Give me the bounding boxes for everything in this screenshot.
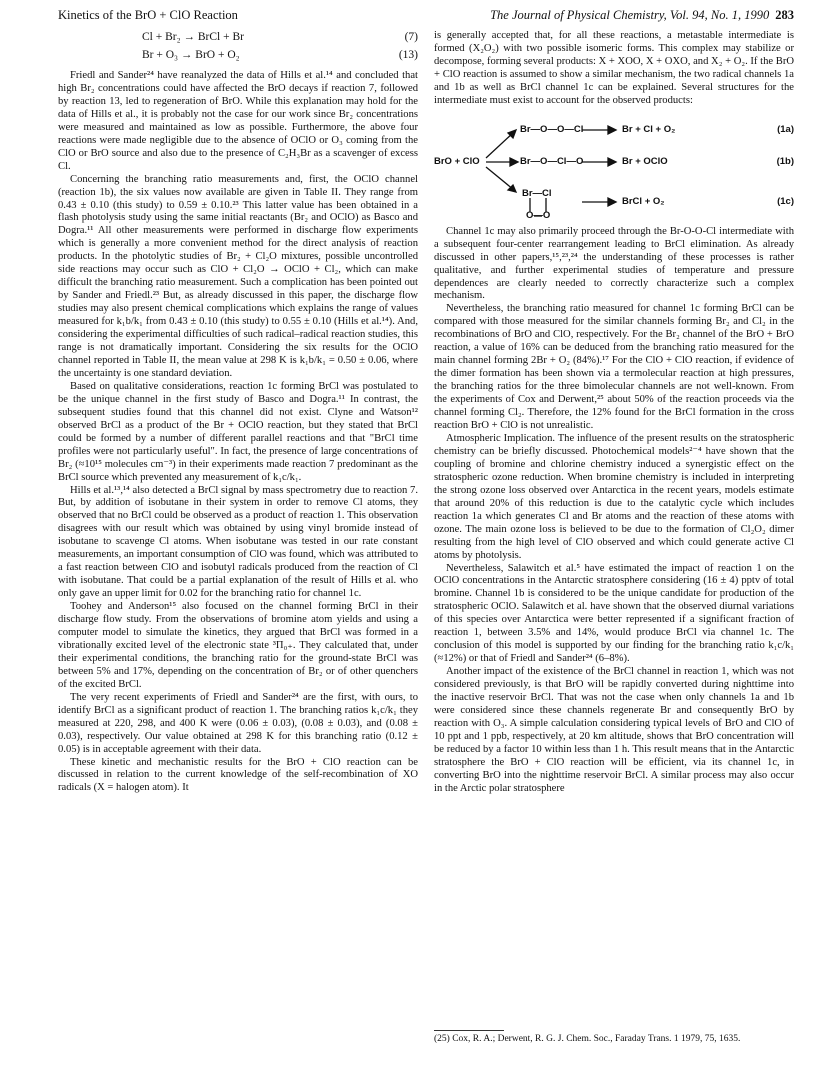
scheme-intermediate-b: Br—O—Cl—O <box>520 155 584 167</box>
paragraph: Nevertheless, Salawitch et al.⁵ have estimated the impact of reaction 1 on the OClO concentrations in the Antarctic stratosphere considering (16 ± 4) pptv of total bromine. Channel 1b is considered to be the unique candidate for production of the stratospheric OClO. Salawitch et al. have shown that the observed diurnal variations of this species over Antarctica were better represented if a significant fraction of reaction 1, between 3.5% and 14%, would produce BrCl via channel 1c. The conclusion of this model is supported by our finding for the branching ratio k₁c/k₁ (≈12%) or that of Friedl and Sander²⁴ (6–8%). <box>434 562 794 665</box>
scheme-label-a: (1a) <box>777 123 794 135</box>
running-title: Kinetics of the BrO + ClO Reaction <box>58 8 238 22</box>
equation-formula: Br + O₃ → BrO + O₂ <box>142 49 240 61</box>
footnote <box>434 1030 794 1046</box>
scheme-intermediate-c: Br—Cl <box>522 187 552 199</box>
right-column <box>434 30 794 796</box>
paragraph: Atmospheric Implication. The influence of the present results on the stratospheric chemistry can be briefly discussed. Photochemical models²⁻⁴ have shown that the coupling of bromine and chlorine chemistry induced a synergistic effect on the stratospheric ozone reduction. When bromine chemistry is included in interpreting the strong ozone loss observed over Antarctica in the recent years, models estimate that around 20% of this reduction is due to the catalytic cycle which includes reaction 1a which generates Cl and Br atoms and the reaction of these atoms with ozone. The main ozone loss is believed to be due to the formation of Cl₂O₂ dimer resulting from the high level of ClO observed and which could generate active Cl atoms by photolysis. <box>434 432 794 561</box>
scheme-ring-oxygen: O—O <box>526 209 551 221</box>
journal-citation: The Journal of Physical Chemistry, Vol. 94, No. 1, 1990 283 <box>490 8 794 22</box>
paragraph: Based on qualitative considerations, reaction 1c forming BrCl was postulated to be the unique channel in the first study of Basco and Dogra.¹¹ In contrast, the subsequent studies found that this channel did not exist. Clyne and Watson¹² observed BrCl as a product of the Br + OClO reaction, but they stated that BrCl could be formed by a number of different parallel reactions and that "BrCl time profiles were not particularly useful". In fact, the presence of large concentrations of Br₂ (≈10¹⁵ molecules cm⁻³) in their experiments made reaction 7 predominant as the BrCl source which prevented any measurement of k₁c/k₁. <box>58 380 418 483</box>
paragraph: Another impact of the existence of the BrCl channel in reaction 1, which was not considered previously, is that BrO will be rapidly converted during nighttime into the inactive reservoir BrCl. That was not the case when only channels 1a and 1b were considered since these channels regenerate Br and consequently BrO by reaction with O₃. A simple calculation considering typical levels of BrO and ClO of 10 ppt and 1 ppb, respectively, at 20 km altitude, shows that BrO concentration will be reduced by a factor 10 within less than 1 h. This result means that in the Antarctic stratosphere the BrO + ClO reaction will be efficient, via its channel 1c, in converting BrO into the nighttime reservoir BrCl. A similar process may also occur in the Arctic polar stratosphere <box>434 666 794 794</box>
equation-7 <box>58 30 418 48</box>
paragraph: Nevertheless, the branching ratio measured for channel 1c forming BrCl can be compared with those measured for the similar channels forming Br₂ and Cl₂ in the recombinations of BrO and ClO, respectively. For the Br₂ channel of the BrO + BrO reaction, a value of 16% can be deduced from the branching ratio measured for the main channel forming 2Br + O₂ (84%).¹⁷ For the ClO + ClO reaction, if evidence of the dimer formation has been shown via a termolecular reaction at high pressures, the branching ratios for the three bimolecular channels are not well-known. From the experiments of Cox and Derwent,²⁵ about 50% of the reaction proceeds via the channel forming Cl₂. Therefore, the 12% found for the BrCl formation in the cross reaction BrO + ClO is not unrealistic. <box>434 303 794 432</box>
equation-number: (7) <box>404 31 418 43</box>
paragraph: Friedl and Sander²⁴ have reanalyzed the data of Hills et al.¹⁴ and concluded that high Br₂ concentrations could have affected the BrO decays if reaction 7, followed by reaction 13, led to regeneration of BrO. While this explanation may hold for the data of Hills et al., it is probably not the case for our work since Br₂ concentrations were measured and maintained as low as possible. Furthermore, the above four reactions were made negligible due to the absence of OClO or O₃ coming from the ClO or BrO source and also due to the presence of C₂H₃Br as a scavenger of excess Cl. <box>58 70 418 172</box>
page-number: 283 <box>775 8 794 22</box>
paragraph: Channel 1c may also primarily proceed through the Br-O-O-Cl intermediate with a subsequent four-center rearrangement leading to BrCl elimination. As already discussed in other papers,¹⁵,²³,²⁴ the understanding of these processes is rather qualitative, and further experimental studies of temperature and pressure dependences are clearly needed to correctly characterize such a complex mechanism. <box>434 225 794 302</box>
scheme-intermediate-a: Br—O—O—Cl <box>520 123 584 135</box>
footnote-rule <box>434 1030 504 1031</box>
running-header <box>58 8 794 26</box>
equation-13 <box>58 48 418 66</box>
scheme-label-b: (1b) <box>776 155 794 167</box>
paragraph: Concerning the branching ratio measurements and, first, the OClO channel (reaction 1b), the six values now available are given in Table II. They range from 0.43 ± 0.10 (this study) to 0.59 ± 0.10.²³ This latter value has been obtained in a flash photolysis study using the same initial reactants (Br₂ and OClO) as Basco and Dogra.¹¹ All other measurements were performed in discharge flow experiments which is generally a more convenient method for the direct analysis of reaction products. In the photolytic studies of Br₂ + Cl₂O mixtures, possible uncontrolled side reactions may occur such as ClO + Cl₂O → OClO + Cl₂, which can make difficult the branching ratio measurement. Such a complication has been pointed out by Sander and Friedl.²³ But, as already discussed in this paper, the discharge flow studies may also present chemical complications which explains the range of values measured for k₁b/k₁ from 0.43 ± 0.10 (this study) to 0.55 ± 0.10 (Hills et al.¹⁴). And, considering the experimental difficulties of such radical–radical reaction studies, this range is not dramatically important. Considering the six results for the OClO channel reported in Table II, the mean value at 298 K is k₁b/k₁ = 0.50 ± 0.06, where the uncertainty is one standard deviation. <box>58 173 418 379</box>
scheme-label-c: (1c) <box>777 195 794 207</box>
scheme-arrows <box>434 112 794 220</box>
scheme-reactants: BrO + ClO <box>434 155 480 167</box>
reaction-scheme <box>434 112 794 220</box>
scheme-products-a: Br + Cl + O₂ <box>622 123 676 135</box>
equation-formula: Cl + Br₂ → BrCl + Br <box>142 31 244 43</box>
scheme-products-b: Br + OClO <box>622 155 668 167</box>
left-column <box>58 30 418 795</box>
paragraph: These kinetic and mechanistic results for the BrO + ClO reaction can be discussed in relation to the current knowledge of the self-recombination of XO radicals (X = halogen atom). It <box>58 756 418 794</box>
paragraph: is generally accepted that, for all these reactions, a metastable intermediate is formed (X₂O₂) with two possible isomeric forms. This complex may stabilize or decompose, forming several products: X + XOO, X + OXO, and X₂ + O₂. If the BrO + ClO reaction is assumed to show a similar mechanism, the two radical channels 1a and 1b as well as BrCl channel 1c can be explained. Several structures for the intermediate must exist to account for the observed products: <box>434 30 794 106</box>
paragraph: Hills et al.¹³,¹⁴ also detected a BrCl signal by mass spectrometry due to reaction 7. But, by addition of isobutane in their system in order to remove Cl atoms, they observed that no BrCl could be observed as a product of reaction 1. This observation disagrees with our result which was obtained by using vinyl bromide instead of isobutane to scavenge Cl atoms. When isobutane was tested in our rate constant measurements, an important consumption of ClO was found, which was attributed to a fast reaction between ClO and isobutyl radicals produced from the reaction of Cl with isobutane. That could be a partial explanation of the result of Hills et al. who only gave an upper limit for 0.02 for the branching ratio for channel 1c. <box>58 484 418 600</box>
paragraph: Toohey and Anderson¹⁵ also focused on the channel forming BrCl in their discharge flow study. From the observations of bromine atom yields and using a computer model to simulate the kinetics, they argued that BrCl was formed in a vibrationally excited level of the electronic state ³Π₀₊. They calculated that, under their experimental conditions, the branching ratio for the ground-state BrCl was between 5% and 17%, depending on the concentration of Br₂ or of other quenchers of the excited BrCl. <box>58 601 418 690</box>
paragraph: The very recent experiments of Friedl and Sander²⁴ are the first, with ours, to identify BrCl as a significant product of reaction 1. The branching ratios k₁c/k₁ they measured at 220, 298, and 400 K were (0.06 ± 0.03), (0.08 ± 0.03), and (0.08 ± 0.03), respectively. Our value obtained at 298 K for this branching ratio (0.12 ± 0.05) is in acceptable agreement with their data. <box>58 691 418 755</box>
scheme-products-c: BrCl + O₂ <box>622 195 665 207</box>
footnote-text: (25) Cox, R. A.; Derwent, R. G. J. Chem. Soc., Faraday Trans. 1 1979, 75, 1635. <box>434 1034 741 1044</box>
equation-number: (13) <box>398 49 418 61</box>
